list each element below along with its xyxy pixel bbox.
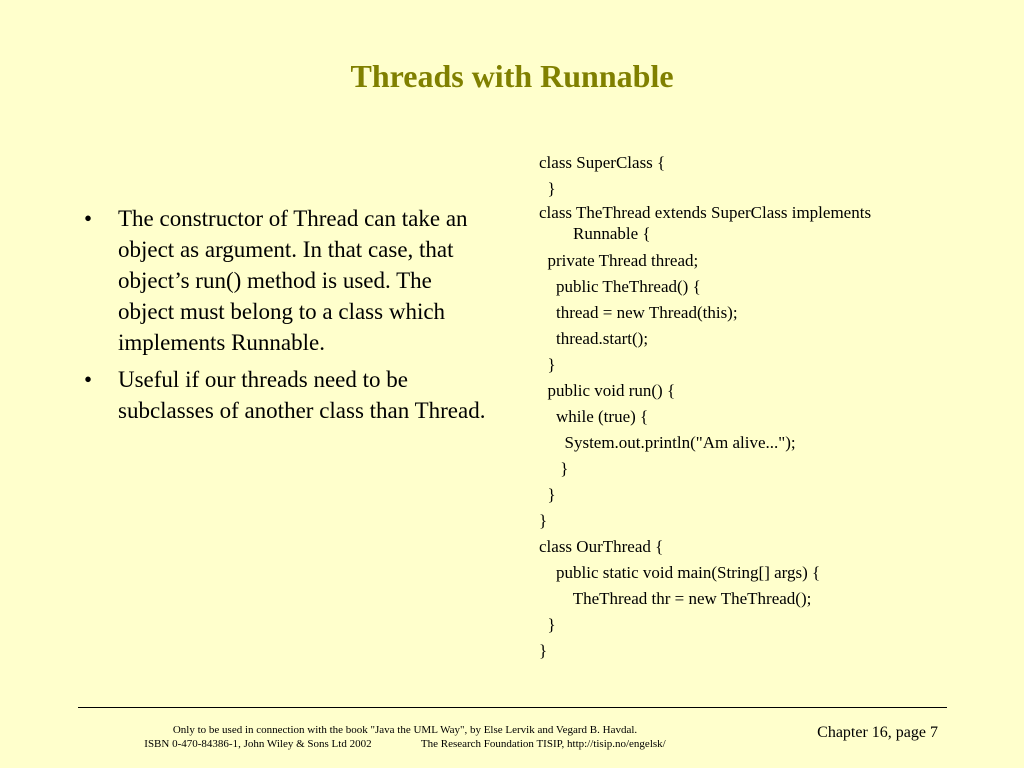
code-line: } xyxy=(539,459,569,478)
bullet-item xyxy=(78,203,488,358)
code-line: } xyxy=(539,641,548,660)
code-line: public TheThread() { xyxy=(539,277,701,296)
code-line: TheThread thr = new TheThread(); xyxy=(539,589,812,608)
code-line: class SuperClass { xyxy=(539,153,666,172)
footer-notice-line1: Only to be used in connection with the book "Java the UML Way", by Else Lervik and Vegard B. Havdal. xyxy=(172,724,638,736)
bullet-symbol: • xyxy=(84,206,93,231)
code-line: thread = new Thread(this); xyxy=(539,303,738,322)
footer-notice xyxy=(80,723,730,751)
bullet-list xyxy=(78,203,488,432)
code-line: class TheThread extends SuperClass implements Runnable { xyxy=(539,203,872,243)
code-line: public void run() { xyxy=(539,381,676,400)
code-line: private Thread thread; xyxy=(539,251,699,270)
code-line: } xyxy=(539,355,556,374)
footer-divider xyxy=(78,707,947,708)
code-line: } xyxy=(539,485,556,504)
slide-title: Threads with Runnable xyxy=(350,58,674,94)
bullet-item xyxy=(78,364,488,426)
code-line: public static void main(String[] args) { xyxy=(539,563,821,582)
code-line: } xyxy=(539,615,556,634)
code-line: } xyxy=(539,511,548,530)
code-line: } xyxy=(539,179,556,198)
code-line: System.out.println("Am alive..."); xyxy=(539,433,796,452)
footer-notice-line2: ISBN 0-470-84386-1, John Wiley & Sons Ltd 2002 The Research Foundation TISIP, http://tisip.no/engelsk/ xyxy=(144,738,666,750)
code-line: class OurThread { xyxy=(539,537,664,556)
page-number: Chapter 16, page 7 xyxy=(817,724,938,741)
bullet-text: Useful if our threads need to be subclasses of another class than Thread. xyxy=(118,367,486,423)
bullet-symbol: • xyxy=(84,367,93,392)
bullet-text: The constructor of Thread can take an object as argument. In that case, that object’s run() method is used. The object must belong to a class which implements Runnable. xyxy=(118,206,468,355)
code-line: while (true) { xyxy=(539,407,649,426)
code-line: thread.start(); xyxy=(539,329,649,348)
code-block xyxy=(539,150,959,664)
